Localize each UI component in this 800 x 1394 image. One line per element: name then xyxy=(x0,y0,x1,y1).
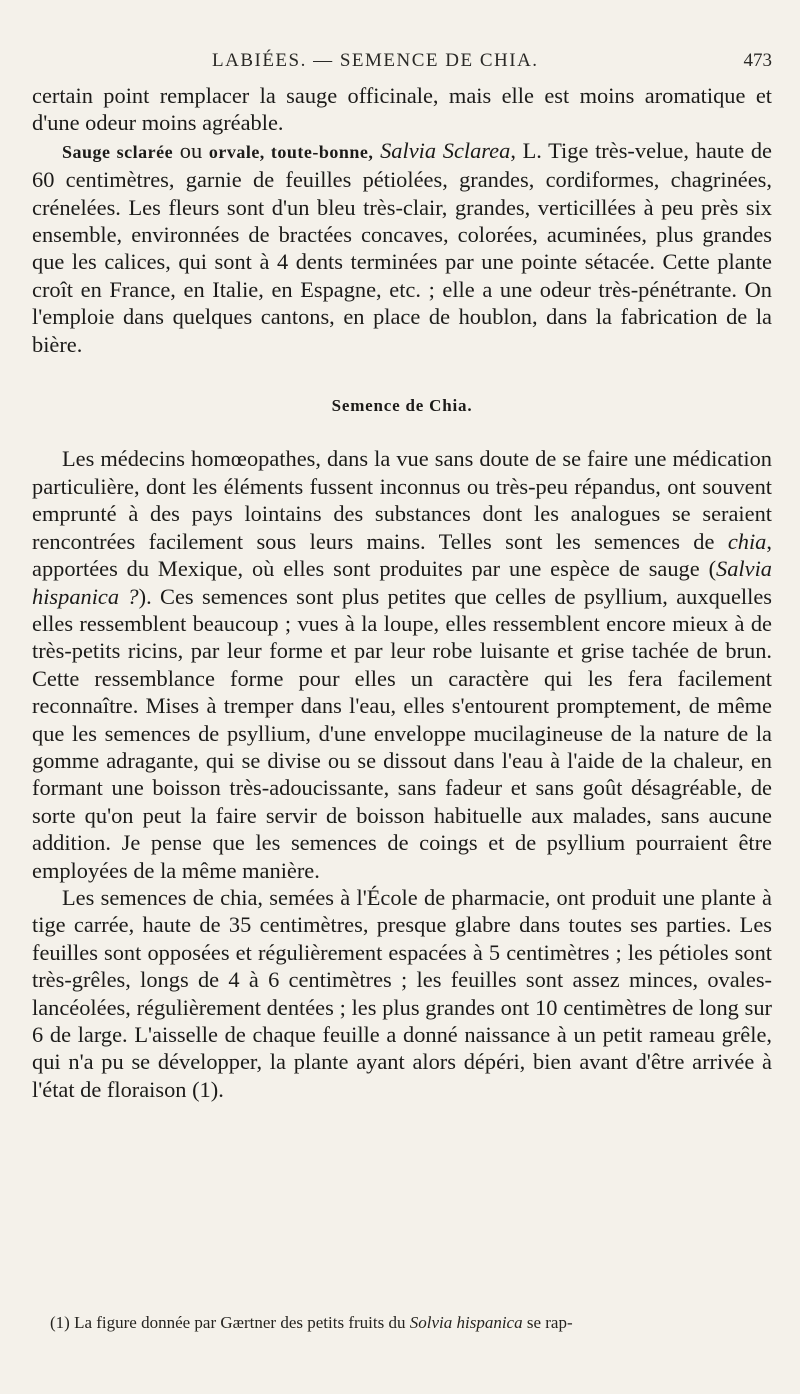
italic-salvia-hispanica: Salvia hispanica ? xyxy=(32,556,772,609)
latin-name: Salvia Sclarea xyxy=(380,137,511,163)
entry-term-sauge-sclaree: Sauge sclarée xyxy=(62,141,174,162)
footnote-text: se rap- xyxy=(522,1313,573,1332)
section-title: Semence de Chia. xyxy=(331,396,473,416)
paragraph-text: Tige très-velue, haute de 60 centimètres, garnie de feuilles pétiolées, grandes, cordiformes, chagrinées, crénelées. Les fleurs sont d'un bleu très-clair, grandes, verticillées à peu près six ensemble, environnées de bractées concaves, colorées, acuminées, plus grandes que les calices, qui sont à 4 dents terminées par une pointe sétacée. Cette plante croît en France, en Italie, en Espagne, etc. ; elle a une odeur très-pénétrante. On l'emploie dans quelques cantons, en place de houblon, dans la fabrication de la bière. xyxy=(32,137,772,357)
paragraph-continuation: certain point remplacer la sauge officinale, mais elle est moins aromatique et d'une odeur moins agréable. xyxy=(32,83,772,136)
body-text xyxy=(32,82,772,1103)
paragraph-chia-intro xyxy=(32,445,772,884)
paragraph-sauge-sclaree xyxy=(32,137,772,358)
entry-connector: ou xyxy=(173,137,209,163)
italic-chia: chia xyxy=(727,528,767,554)
running-header xyxy=(32,50,772,80)
running-title: LABIÉES. — SEMENCE DE CHIA. xyxy=(212,50,539,71)
author-abbrev: , L. xyxy=(510,137,542,163)
footnote-italic: Solvia hispanica xyxy=(409,1313,523,1332)
entry-term-orvale: orvale, toute-bonne, xyxy=(208,141,374,162)
footnote xyxy=(50,1312,772,1334)
footnote-text: (1) La figure donnée par Gærtner des petits fruits du xyxy=(50,1313,410,1332)
text-run: Les médecins homœopathes, dans la vue sans doute de se faire une médication particulière, dont les éléments fussent inconnus ou très-peu répandus, ont souvent emprunté à des pays lointains des substances dont les analogues se seraient rencontrées facilement sous leurs mains. Telles sont les semences de xyxy=(32,446,772,554)
paragraph-chia-culture: Les semences de chia, semées à l'École de pharmacie, ont produit une plante à tige carrée, haute de 35 centimètres, presque glabre dans toutes ses parties. Les feuilles sont opposées et régulièrement espacées à 5 centimètres ; les pétioles sont très-grêles, longs de 4 à 6 centimètres ; les feuilles sont assez minces, ovales-lancéolées, régulièrement dentées ; les plus grandes ont 10 centimètres de long sur 6 de large. L'aisselle de chaque feuille a donné naissance à un petit rameau grêle, qui n'a pu se développer, la plante ayant alors dépéri, bien avant d'être arrivée à l'état de floraison (1). xyxy=(32,884,772,1102)
text-run: ). Ces semences sont plus petites que celles de psyllium, auxquelles elles ressemblent beaucoup ; vues à la loupe, elles ressemblent encore mieux à de très-petits ricins, par leur forme et par leur robe luisante et grise tachée de brun. Cette ressemblance forme pour elles un caractère qui les fera facilement reconnaître. Mises à tremper dans l'eau, elles s'entourent promptement, de même que les semences de psyllium, d'une enveloppe mucilagineuse de la nature de la gomme adragante, qui se divise ou se dissout dans l'eau à l'aide de la chaleur, en formant une boisson très-adoucissante, sans fadeur et sans goût désagréable, de sorte qu'on peut la faire servir de boisson habituelle aux malades, sans aucune addition. Je pense que les semences de coings et de psyllium pourraient être employées de la même manière. xyxy=(32,583,772,883)
page-number: 473 xyxy=(743,50,772,71)
text-run: , apportées du Mexique, où elles sont produites par une espèce de sauge ( xyxy=(32,528,772,582)
